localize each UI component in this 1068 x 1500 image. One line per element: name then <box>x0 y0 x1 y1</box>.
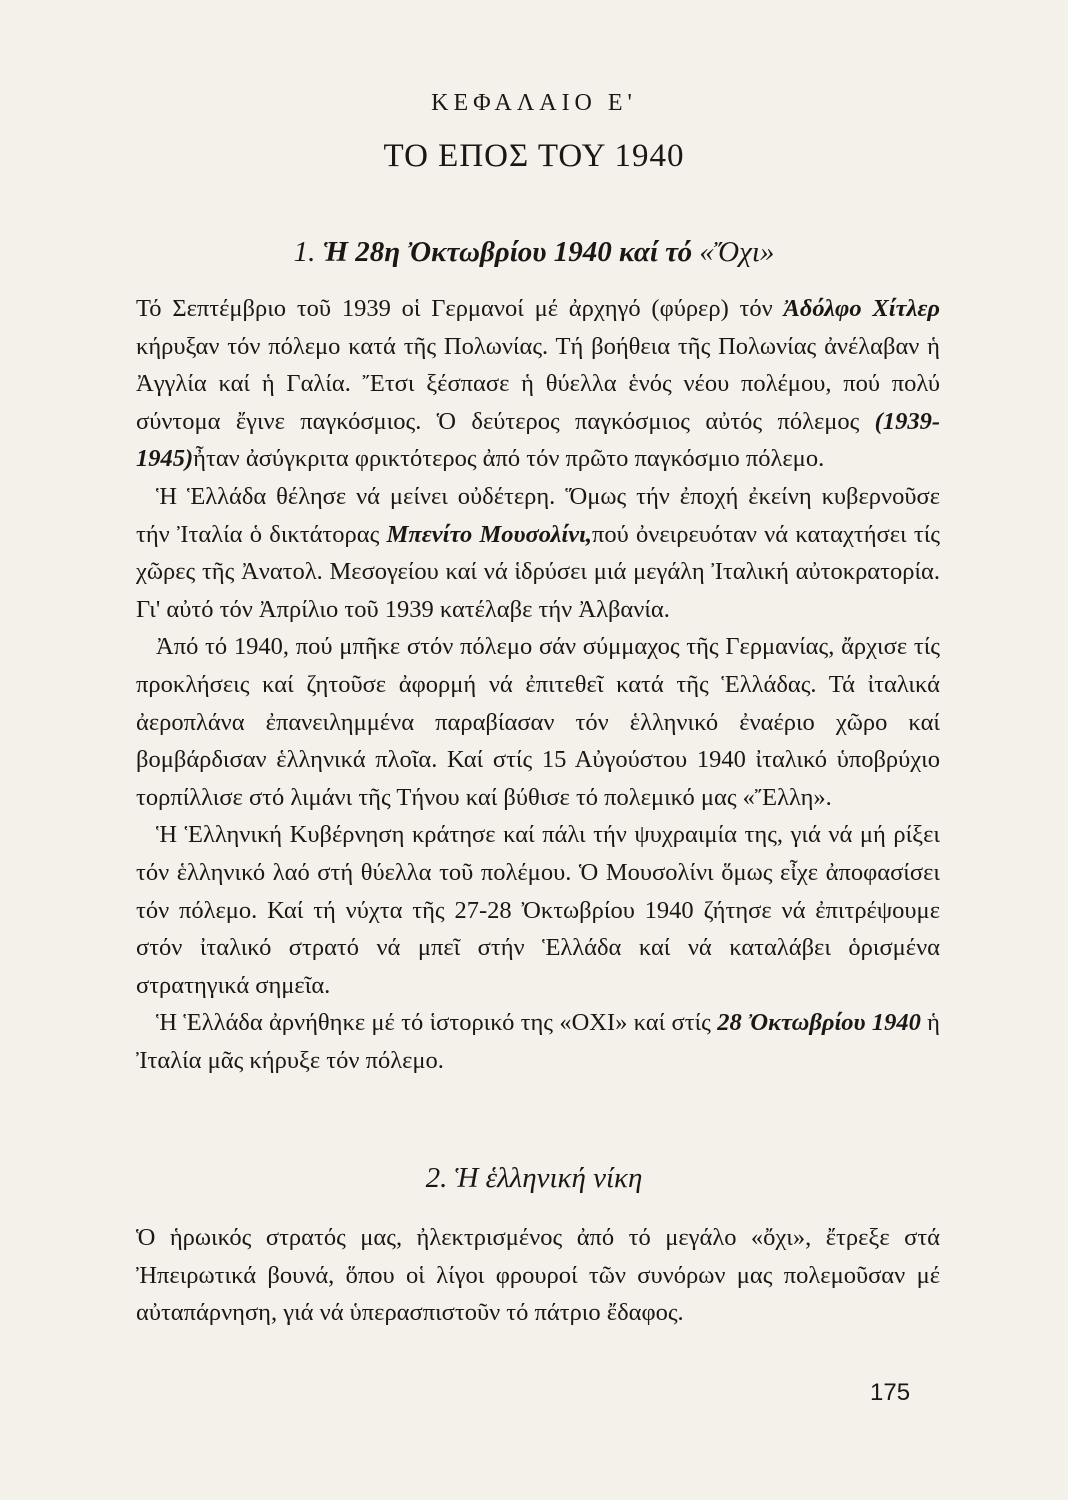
section-1-paragraph-1 <box>136 290 940 478</box>
emphasis-mussolini: Μπενίτο Μουσολίνι, <box>386 520 593 548</box>
paragraph-text: Ἡ Ἑλλάδα ἀρνήθηκε μέ τό ἱστορικό της «ΟΧΙ» καί στίς <box>156 1009 718 1037</box>
section-1-paragraph-2 <box>136 478 940 628</box>
emphasis-war-years: (1939-1945) <box>136 407 940 473</box>
paragraph-text: Τό Σεπτέμβριο τοῦ 1939 οἱ Γερμανοί μέ ἀρχηγό (φύρερ) τόν <box>136 295 784 322</box>
section-1-heading-date: Ἡ 28η Ὀκτωβρίου 1940 <box>322 236 612 268</box>
paragraph-text: ἦταν ἀσύγκριτα φρικτότερος ἀπό τόν πρῶτο παγκόσμιο πόλεμο. <box>193 445 825 473</box>
section-2-heading-text: Ἡ ἑλληνική νίκη <box>454 1162 643 1194</box>
section-1-number: 1. <box>293 236 316 268</box>
section-1-heading-oxi: «Ὄχι» <box>699 236 775 268</box>
section-1-paragraph-3: Ἀπό τό 1940, πού μπῆκε στόν πόλεμο σάν σύμμαχος τῆς Γερμανίας, ἄρχισε τίς προκλήσεις καί ζητοῦσε ἀφορμή νά ἐπιτεθεῖ κατά τῆς Ἑλλάδας. Τά ἰταλικά ἀεροπλάνα ἐπανειλημμένα παραβίασαν τόν ἑλληνικό ἐναέριο χῶρο καί βομβάρδισαν ἑλληνικά πλοῖα. Καί στίς 15 Αὐγούστου 1940 ἰταλικό ὑποβρύχιο τορπίλλισε στό λιμάνι τῆς Τήνου καί βύθισε τό πολεμικό μας «Ἔλλη». <box>136 633 940 811</box>
paragraph-text: Ἡ Ἑλλάδα θέλησε νά μείνει οὐδέτερη. Ὅμως τήν ἐποχή ἐκείνη κυβερνοῦσε τήν Ἰταλία ὁ δικτάτορας <box>136 482 940 548</box>
chapter-label: ΚΕΦΑΛΑΙΟ Ε' <box>431 90 637 116</box>
section-2-heading <box>0 1162 1068 1195</box>
section-1-heading-connector: καί τό <box>619 236 693 268</box>
paragraph-text: ἡ Ἰταλία μᾶς κήρυξε τόν πόλεμο. <box>136 1009 940 1074</box>
section-1-paragraph-4: Ἡ Ἑλληνική Κυβέρνηση κράτησε καί πάλι τήν ψυχραιμία της, γιά νά μή ρίξει τόν ἑλληνικό λαό στή θύελλα τοῦ πολέμου. Ὁ Μουσολίνι ὅμως εἶχε ἀποφασίσει τόν πόλεμο. Καί τή νύχτα τῆς 27-28 Ὀκτωβρίου 1940 ζήτησε νά ἐπιτρέψουμε στόν ἰταλικό στρατό νά μπεῖ στήν Ἑλλάδα καί νά καταλάβει ὁρισμένα στρατηγικά σημεῖα. <box>136 821 940 999</box>
section-2-paragraph-1: Ὁ ἡρωικός στρατός μας, ἠλεκτρισμένος ἀπό τό μεγάλο «ὄχι», ἔτρεξε στά Ἠπειρωτικά βουνά, ὅπου οἱ λίγοι φρουροί τῶν συνόρων μας πολεμοῦσαν μέ αὐταπάρνηση, γιά νά ὑπερασπιστοῦν τό πάτριο ἔδαφος. <box>136 1224 940 1327</box>
chapter-title: ΤΟ ΕΠΟΣ ΤΟΥ 1940 <box>383 138 685 174</box>
section-1-paragraph-5 <box>136 1004 940 1079</box>
section-2-number: 2. <box>425 1162 448 1194</box>
paragraph-text: κήρυξαν τόν πόλεμο κατά τῆς Πολωνίας. Τή βοήθεια τῆς Πολωνίας ἀνέλαβαν ἡ Ἀγγλία καί ἡ Γαλία. Ἔτσι ξέσπασε ἡ θύελλα ἑνός νέου πολέμου, πού πολύ σύντομα ἔγινε παγκόσμιος. Ὁ δεύτερος παγκόσμιος αὐτός πόλεμος <box>136 332 940 435</box>
page-number: 175 <box>870 1379 911 1406</box>
section-1-heading <box>0 236 1068 269</box>
paragraph-text: πού ὀνειρευόταν νά καταχτήσει τίς χῶρες τῆς Ἀνατολ. Μεσογείου καί νά ἱδρύσει μιά μεγάλη Ἰταλική αὐτοκρατορία. Γι' αὐτό τόν Ἀπρίλιο τοῦ 1939 κατέλαβε τήν Ἀλβανία. <box>136 520 940 623</box>
section-2-body <box>136 1219 940 1332</box>
emphasis-date: 28 Ὀκτωβρίου 1940 <box>717 1009 921 1037</box>
emphasis-hitler: Ἀδόλφο Χίτλερ <box>783 295 940 322</box>
section-1-body <box>136 290 940 1079</box>
